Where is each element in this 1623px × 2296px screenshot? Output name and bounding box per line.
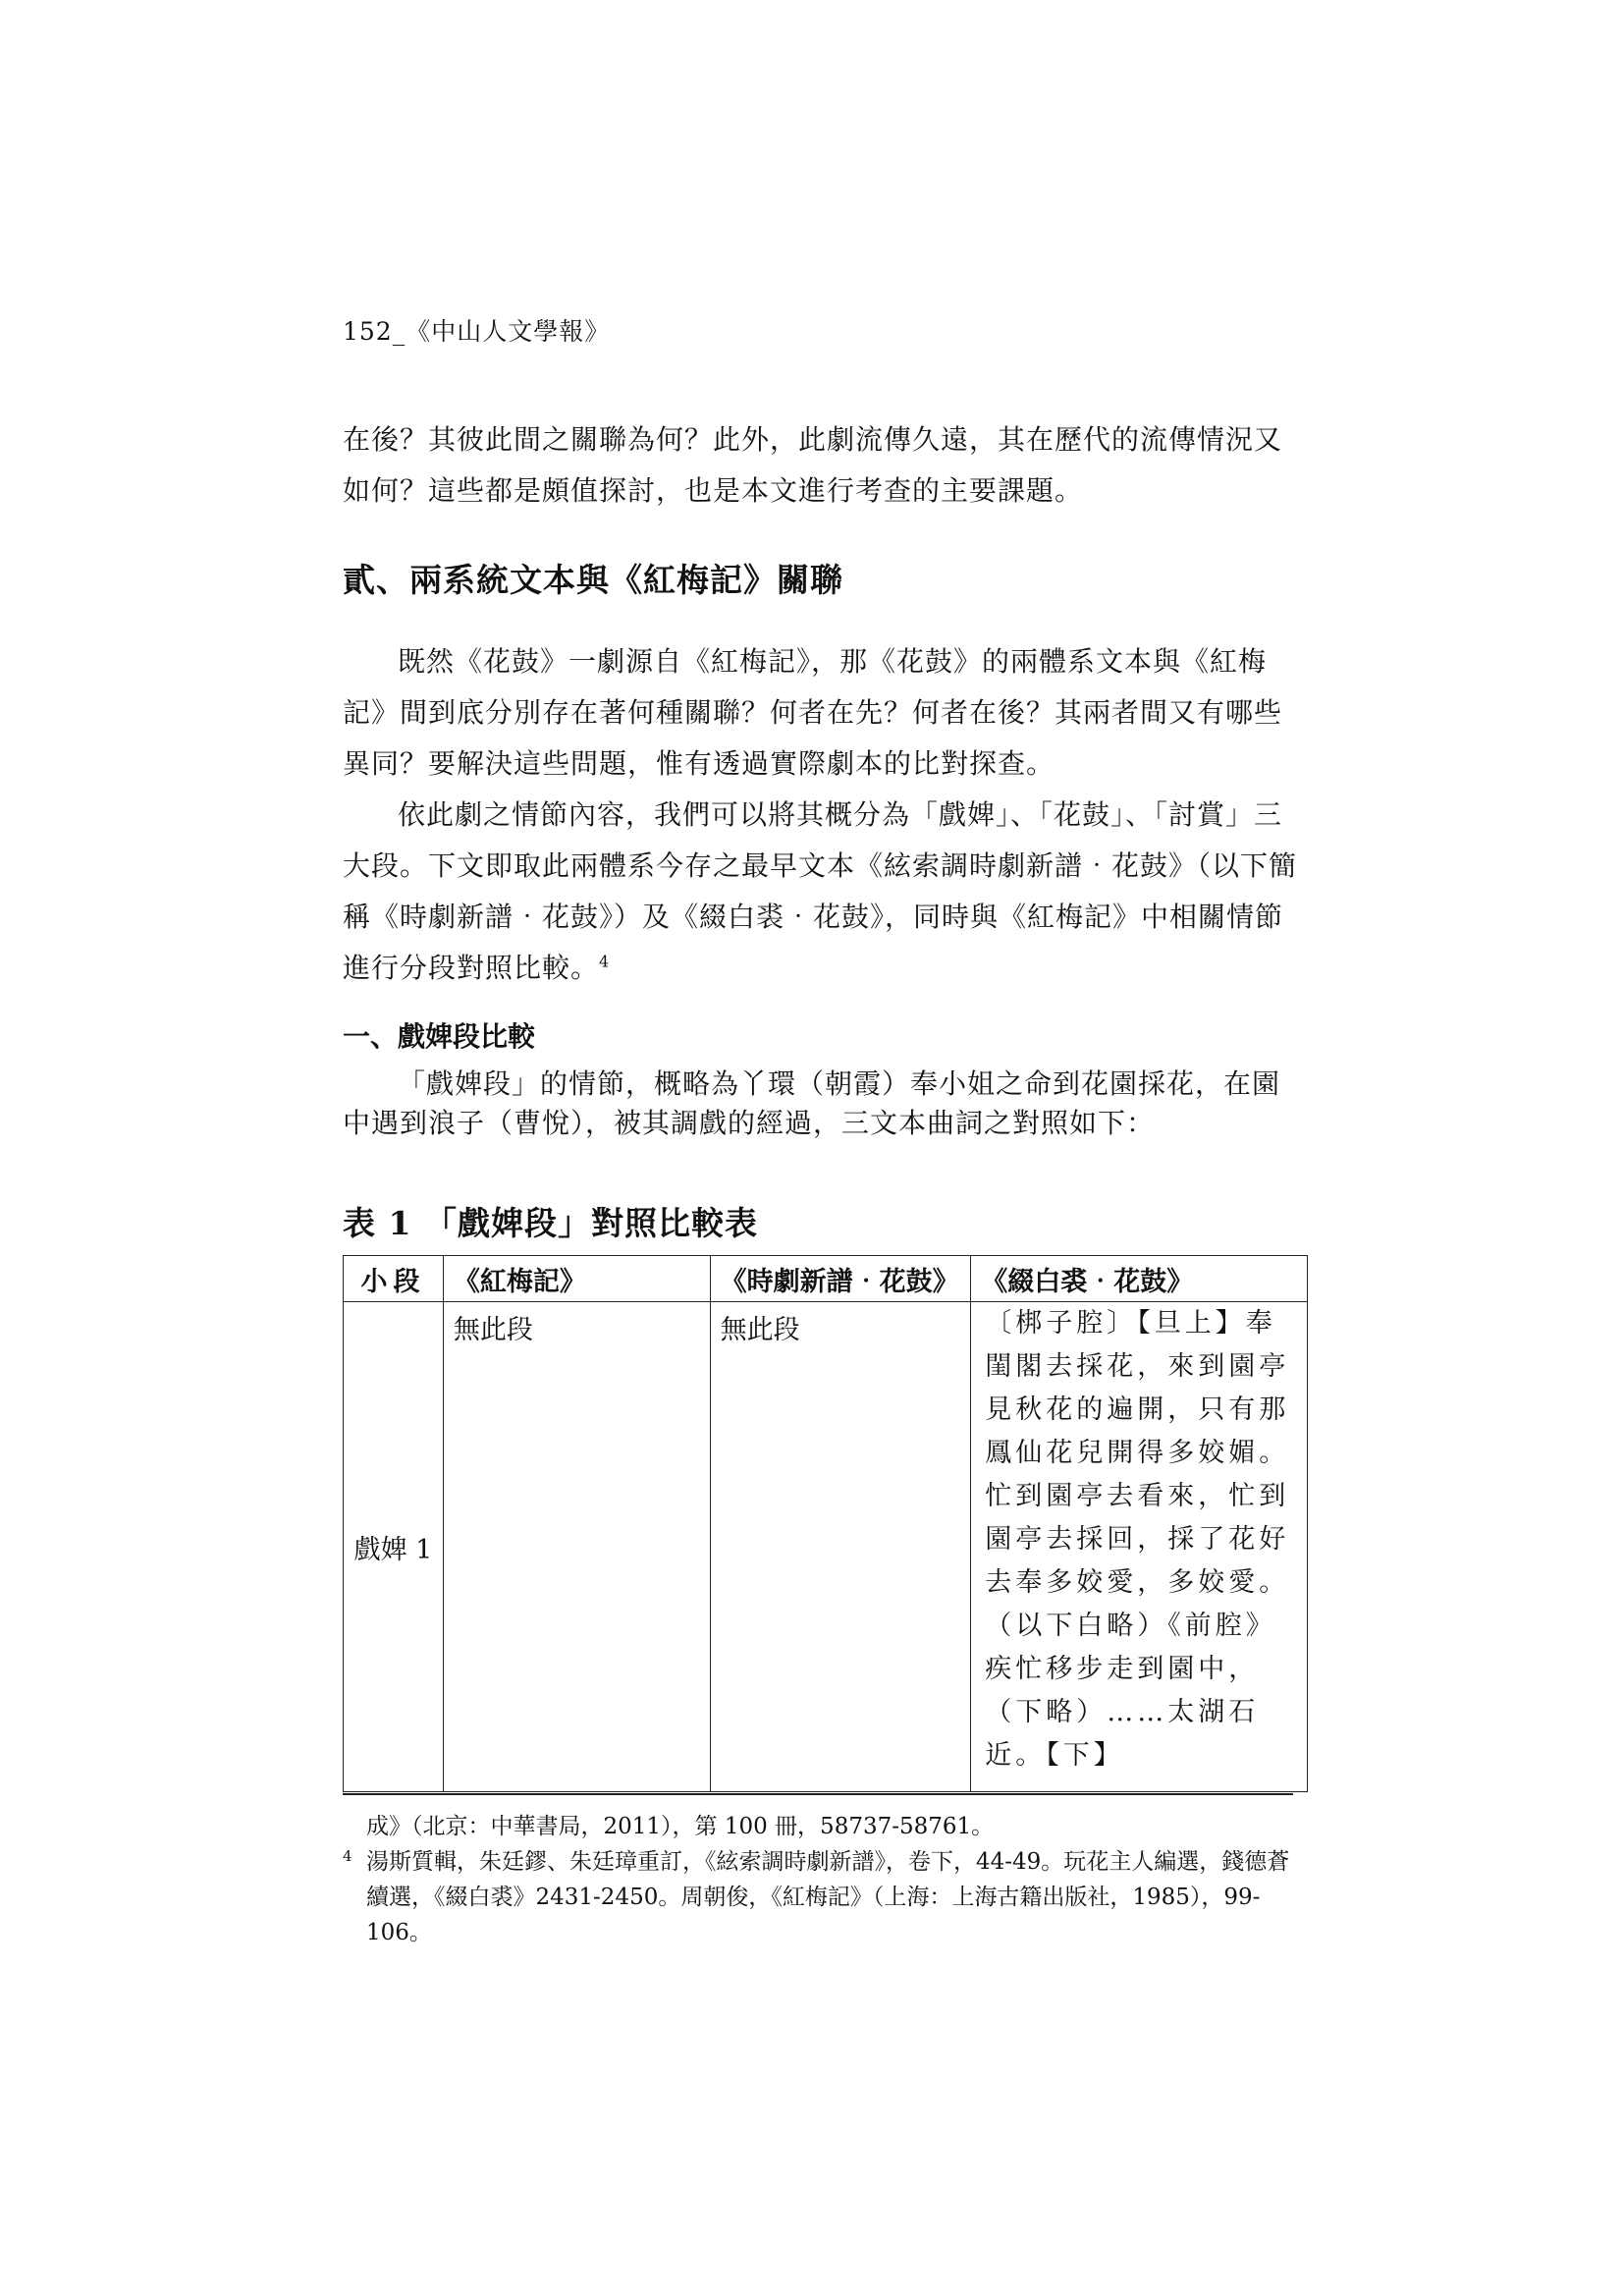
footnote-4-number: 4 <box>343 1847 352 1865</box>
footnote-ref-4: 4 <box>599 952 611 971</box>
subsection-title: 一、戲婢段比較 <box>343 1020 536 1053</box>
table-caption: 表 1 「戲婢段」對照比較表 <box>343 1204 758 1242</box>
header-segment: 小段 <box>344 1256 444 1302</box>
cell-segment: 戲婢 1 <box>344 1302 444 1792</box>
table-header-row <box>344 1256 1308 1302</box>
footnote-4 <box>343 1844 1305 1950</box>
header-shiju: 《時劇新譜‧花鼓》 <box>710 1256 971 1302</box>
running-header: 152_《中山人文學報》 <box>343 317 611 346</box>
body-paragraph-1: 既然《花鼓》一劇源自《紅梅記》，那《花鼓》的兩體系文本與《紅梅記》間到底分別存在著何種關聯？何者在先？何者在後？其兩者間又有哪些異同？要解決這些問題，惟有透過實際劇本的比對探查。 <box>343 645 1283 780</box>
body-paragraph-2 <box>343 790 1305 994</box>
footnote-divider <box>343 1793 1293 1795</box>
header-zhuibaiqiu: 《綴白裘‧花鼓》 <box>971 1256 1308 1302</box>
cell-shiju: 無此段 <box>710 1302 971 1792</box>
table-row <box>344 1302 1308 1792</box>
footnotes <box>343 1809 1305 1950</box>
cell-hongmeiji: 無此段 <box>443 1302 710 1792</box>
header-hongmeiji: 《紅梅記》 <box>443 1256 710 1302</box>
section-title: 貳、兩系統文本與《紅梅記》關聯 <box>343 561 843 599</box>
intro-paragraph: 在後？其彼此間之關聯為何？此外，此劇流傳久遠，其在歷代的流傳情況又如何？這些都是頗值探討，也是本文進行考查的主要課題。 <box>343 423 1283 507</box>
body-paragraph-3: 「戲婢段」的情節，概略為丫環（朝霞）奉小姐之命到花園採花，在園中遇到浪子（曹悅），被其調戲的經過，三文本曲詞之對照如下： <box>343 1067 1281 1139</box>
footnote-continued: 成》（北京：中華書局，2011），第 100 冊，58737-58761。 <box>366 1814 995 1839</box>
body-paragraph-2-text: 依此劇之情節內容，我們可以將其概分為「戲婢」、「花鼓」、「討賞」三大段。下文即取此兩體系今存之最早文本《絃索調時劇新譜‧花鼓》（以下簡稱《時劇新譜‧花鼓》）及《綴白裘‧花鼓》，同時與《紅梅記》中相關情節進行分段對照比較。 <box>343 798 1298 984</box>
comparison-table <box>343 1255 1308 1792</box>
footnote-4-text: 湯斯質輯，朱廷鏐、朱廷璋重訂，《絃索調時劇新譜》，卷下，44-49。玩花主人編選，錢德蒼續選，《綴白裘》2431-2450。周朝俊，《紅梅記》（上海：上海古籍出版社，1985），99-106。 <box>366 1849 1290 1945</box>
cell-zhuibaiqiu: 〔梆子腔〕【旦上】奉閨閣去採花，來到園亭見秋花的遍開，只有那鳳仙花兒開得多姣媚。忙到園亭去看來，忙到園亭去採回，採了花好去奉多姣愛，多姣愛。（以下白略）《前腔》疾忙移步走到園中，（下略）……太湖石近。【下】 <box>971 1302 1308 1792</box>
